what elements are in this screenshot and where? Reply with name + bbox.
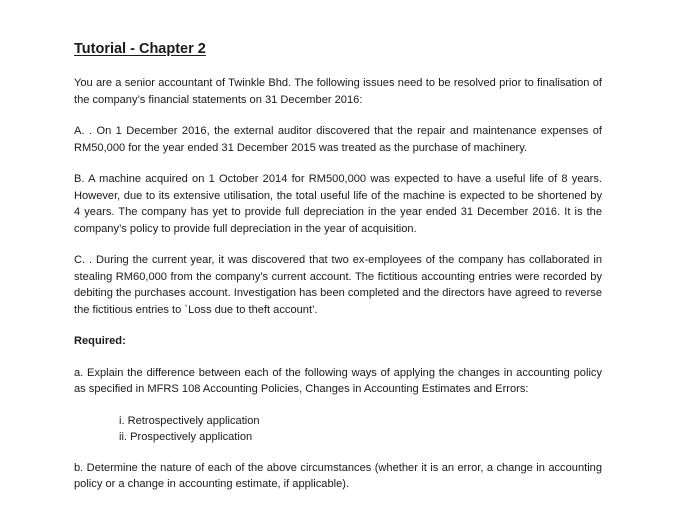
issue-a-paragraph: A. . On 1 December 2016, the external auditor discovered that the repair and maintenance expenses of RM50,000 for the year ended 31 December 2015 was treated as the purchase of machinery. — [74, 125, 602, 154]
document-page — [74, 40, 602, 508]
list-item-retrospective: i. Retrospectively application — [119, 414, 260, 427]
required-heading: Required: — [74, 335, 126, 347]
issue-c-paragraph: C. . During the current year, it was discovered that two ex-employees of the company has collaborated in stealing RM60,000 from the company’s current account. The fictitious accounting entries were recorded by debiting the purchases account. Investigation has been completed and the directors have agreed to reverse the fictitious entries to `Loss due to theft account’. — [74, 254, 602, 316]
question-b-paragraph: b. Determine the nature of each of the above circumstances (whether it is an error, a change in accounting policy or a change in accounting estimate, if applicable). — [74, 461, 602, 490]
issue-b-paragraph: B. A machine acquired on 1 October 2014 for RM500,000 was expected to have a useful life of 8 years. However, due to its extensive utilisation, the total useful life of the machine is expected to be shortened by 4 years. The company has yet to provide full depreciation in the year ended 31 December 2016. It is the company’s policy to provide full depreciation in the year of acquisition. — [74, 173, 602, 235]
intro-paragraph: You are a senior accountant of Twinkle Bhd. The following issues need to be resolved prior to finalisation of the company’s financial statements on 31 December 2016: — [74, 77, 602, 106]
question-a-sublist — [119, 413, 602, 445]
list-item-prospective: ii. Prospectively application — [119, 430, 253, 443]
page-title: Tutorial - Chapter 2 — [74, 41, 206, 57]
question-a-paragraph: a. Explain the difference between each of the following ways of applying the changes in accounting policy as specified in MFRS 108 Accounting Policies, Changes in Accounting Estimates and Errors: — [74, 366, 602, 395]
